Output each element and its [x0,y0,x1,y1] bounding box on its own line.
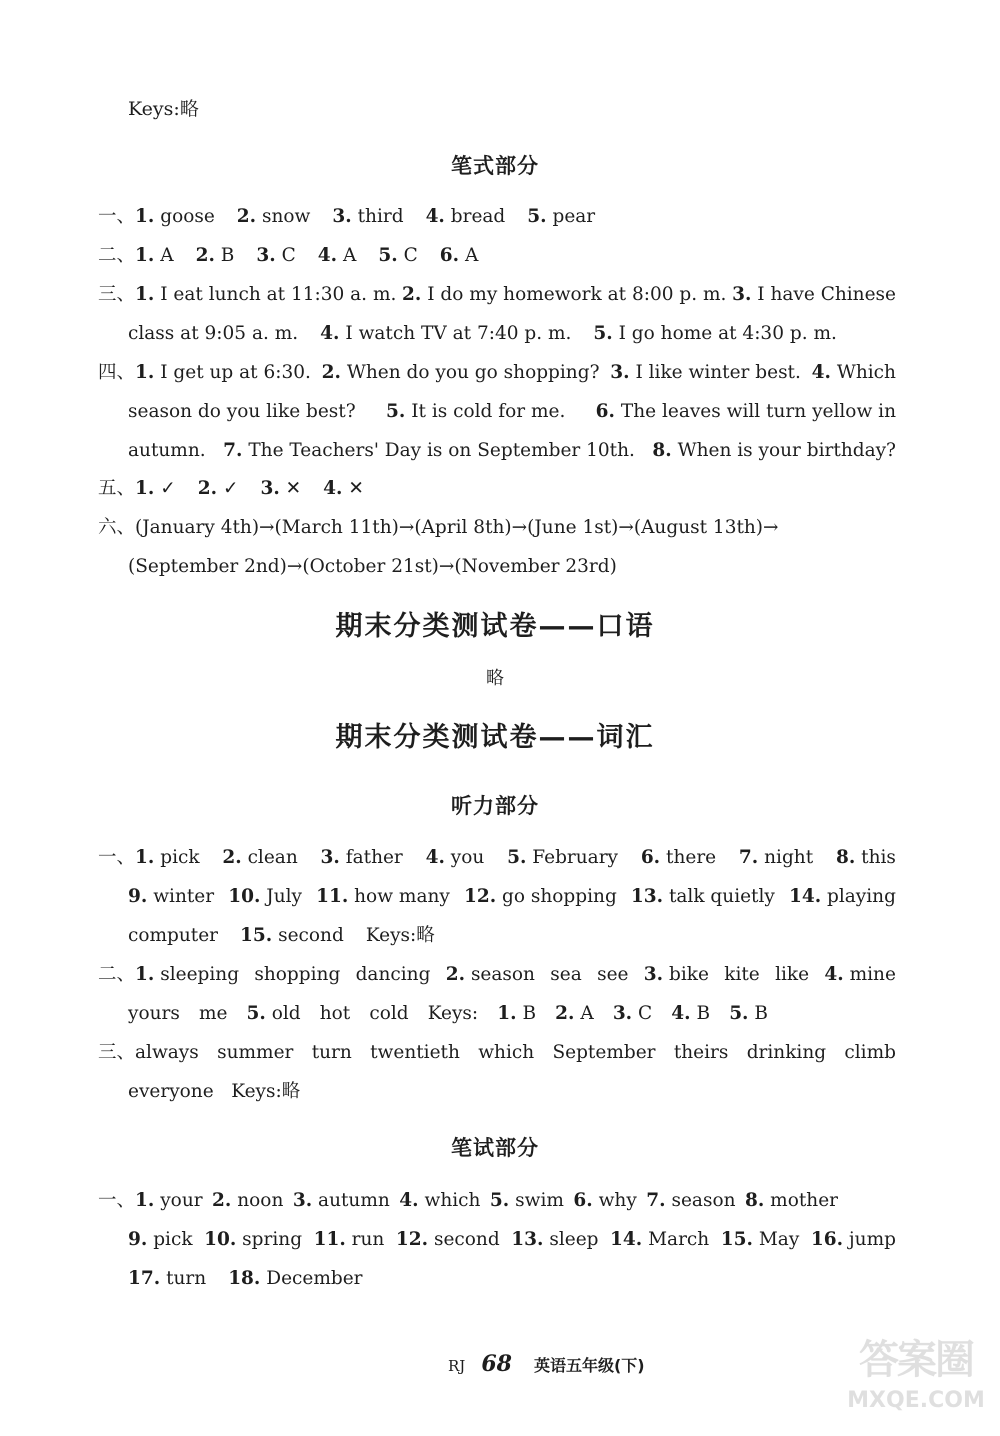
item-number: 8. [652,440,672,461]
answer-item: 3. ✕ [260,478,302,499]
answer-line: (September 2nd)→(October 21st)→(November 23rd) [128,556,617,577]
answer-line [98,474,896,504]
answer-line [98,241,896,271]
answer-item: 8. When is your birthday? [652,440,896,461]
item-number: 11. [316,886,349,907]
answer-line [98,1186,838,1216]
item-number: 6. [573,1190,593,1211]
item-number: 5. [378,245,398,266]
answer-item: 8. mother [744,1190,838,1211]
book-title: 英语五年级(下) [533,1356,645,1375]
item-number: 5. [729,1003,749,1024]
item-number: 4. [323,478,343,499]
answer-item: 二、1. sleeping [98,964,240,985]
item-number: 11. [313,1229,346,1250]
answer-item: 10. July [228,886,302,907]
answer-item: 2. season [445,964,535,985]
item-number: 3. [610,362,630,383]
answer-item: see [597,964,629,985]
item-number: 5. [593,323,613,344]
test-title-vocab: 期末分类测试卷——词汇 [335,722,655,753]
answer-item: 10. spring [204,1229,303,1250]
answer-item: 14. playing [788,886,896,907]
item-number: 13. [511,1229,544,1250]
item-number: 5. [246,1003,266,1024]
answer-item: 4. bread [425,206,506,227]
answer-line [128,397,896,427]
item-number: 18. [228,1268,261,1289]
watermark-logo-text: 答案圈 [859,1337,973,1383]
item-number: 2. [222,847,242,868]
answer-item: 4. A [317,245,357,266]
item-number: 10. [228,886,261,907]
section-heading-written-2: 笔试部分 [451,1136,539,1160]
item-number: 17. [128,1268,161,1289]
answer-item: 5. swim [489,1190,564,1211]
item-number: 12. [463,886,497,907]
answer-item: 5. C [378,245,418,266]
answer-item: computer [128,925,219,946]
item-number: 1. [497,1003,517,1024]
item-number: 5. [507,847,527,868]
item-number: 2. [402,284,422,305]
answer-item: dancing [355,964,431,985]
answer-item: 5. old [246,1003,301,1024]
answer-item: 17. turn [128,1268,207,1289]
answer-item: 5. pear [527,206,596,227]
page-footer [448,1351,645,1377]
item-number: 16. [810,1229,844,1250]
item-number: 7. [223,440,243,461]
answer-item: 3. C [612,1003,653,1024]
answer-line [128,999,768,1029]
answer-item: 7. The Teachers' Day is on September 10th. [223,440,635,461]
item-number: 1. [135,1190,155,1211]
answer-item: 11. how many [316,886,450,907]
item-number: 4. [399,1190,419,1211]
answer-item: 五、1. ✓ [98,478,176,499]
answer-item: yours [128,1003,180,1024]
answer-item: 4. B [671,1003,711,1024]
item-number: 3. [643,964,664,985]
answer-line: 六、(January 4th)→(March 11th)→(April 8th)→(June 1st)→(August 13th)→ [98,517,779,538]
answer-item: 2. I do my homework at 8:00 p. m. [402,284,727,305]
item-number: 2. [445,964,466,985]
item-number: 9. [128,1229,148,1250]
oral-note: 略 [486,668,504,689]
answer-item: 5. It is cold for me. [385,401,566,422]
answer-item: 3. I like winter best. [610,362,801,383]
item-number: 8. [744,1190,765,1211]
answer-item: 13. talk quietly [630,886,775,907]
edition-code: RJ [448,1357,466,1375]
answer-line [128,436,896,466]
answer-item: 18. December [228,1268,363,1289]
item-number: 5. [385,401,406,422]
item-number: 7. [738,847,759,868]
answer-item: summer [217,1042,294,1063]
answer-item: 2. ✓ [197,478,239,499]
answer-item: Keys: [427,1003,479,1024]
answer-item: 4. ✕ [323,478,364,499]
answer-item: 1. B [497,1003,537,1024]
answer-item: turn [311,1042,352,1063]
answer-item: 2. B [195,245,235,266]
answer-item: 4. you [425,847,485,868]
answer-item: 2. noon [212,1190,284,1211]
item-number: 2. [197,478,218,499]
answer-line [98,358,896,388]
item-number: 3. [260,478,280,499]
answer-line [98,280,896,310]
answer-item: 6. A [439,245,479,266]
answer-item: 4. mine [824,964,896,985]
item-number: 5. [489,1190,510,1211]
item-number: 4. [824,964,844,985]
answer-line [98,843,896,873]
answer-item: 三、always [98,1042,199,1063]
answer-line [128,1264,896,1294]
answer-item: cold [369,1003,409,1024]
answer-item: autumn. [128,440,206,461]
item-number: 3. [320,847,340,868]
keys-note: Keys:略 [128,98,199,120]
answer-item: 9. winter [128,886,215,907]
answer-item: drinking [746,1042,827,1063]
answer-item: 7. season [646,1190,736,1211]
item-number: 13. [630,886,664,907]
watermark-site: MXQE.COM [847,1388,985,1413]
answer-item: 二、1. A [98,245,174,266]
item-number: 2. [195,245,215,266]
item-number: 3. [256,245,276,266]
answer-item: hot [319,1003,351,1024]
section-heading-listening: 听力部分 [451,794,539,818]
answer-item: 一、1. pick [98,847,200,868]
answer-item: season do you like best? [128,401,356,422]
item-number: 6. [640,847,661,868]
item-number: 4. [811,362,831,383]
answer-item: 2. A [555,1003,594,1024]
item-number: 4. [425,206,445,227]
answer-item: 7. night [738,847,814,868]
item-number: 4. [425,847,445,868]
answer-item: 2. clean [222,847,298,868]
item-number: 1. [135,478,155,499]
item-number: 12. [395,1229,429,1250]
answer-item: 5. February [507,847,619,868]
answer-item: 6. why [573,1190,637,1211]
answer-item: 3. C [256,245,296,266]
answer-item: 8. this [835,847,896,868]
answer-item: 四、1. I get up at 6:30. [98,362,311,383]
answer-item: 3. autumn [292,1190,390,1211]
item-number: 4. [320,323,340,344]
answer-item: me [198,1003,228,1024]
item-number: 3. [292,1190,313,1211]
answer-item: theirs [673,1042,729,1063]
answer-item: like [775,964,810,985]
answer-item: shopping [254,964,341,985]
answer-item: 12. second [395,1229,500,1250]
answer-item: 4. Which [811,362,896,383]
answer-item: 三、1. I eat lunch at 11:30 a. m. [98,284,397,305]
answer-item: 11. run [313,1229,385,1250]
answer-item: kite [724,964,760,985]
answer-line: everyone Keys:略 [128,1081,301,1102]
answer-item: 3. third [332,206,404,227]
item-number: 14. [788,886,822,907]
answer-item: climb [844,1042,896,1063]
item-number: 2. [321,362,341,383]
item-number: 7. [646,1190,666,1211]
answer-line [128,319,896,349]
answer-item: 3. I have Chinese [732,284,896,305]
item-number: 1. [135,362,155,383]
answer-line [98,1038,896,1068]
answer-item: 4. I watch TV at 7:40 p. m. [320,323,572,344]
answer-item: 9. pick [128,1229,193,1250]
answer-item: 16. jump [810,1229,896,1250]
section-heading-written: 笔式部分 [451,154,539,178]
item-number: 9. [128,886,148,907]
answer-item: September [552,1042,656,1063]
item-number: 15. [240,925,273,946]
item-number: 14. [610,1229,643,1250]
item-number: 1. [135,284,155,305]
answer-item: 15. May [720,1229,800,1250]
item-number: 2. [212,1190,232,1211]
answer-line [98,960,896,990]
answer-item: 4. which [399,1190,481,1211]
item-number: 1. [135,847,155,868]
item-number: 5. [527,206,547,227]
answer-item: twentieth [370,1042,460,1063]
answer-item: 6. The leaves will turn yellow in [595,401,896,422]
answer-item: 2. When do you go shopping? [321,362,600,383]
item-number: 3. [732,284,752,305]
answer-item: 6. there [640,847,717,868]
answer-item: 一、1. goose [98,206,215,227]
answer-item: 14. March [610,1229,710,1250]
answer-item: sea [550,964,582,985]
item-number: 1. [135,245,155,266]
item-number: 10. [204,1229,237,1250]
answer-item: 一、1. your [98,1190,203,1211]
item-number: 3. [612,1003,633,1024]
item-number: 1. [135,206,155,227]
item-number: 2. [555,1003,575,1024]
answer-line [128,1225,896,1255]
answer-line [98,202,896,232]
answer-item: Keys:略 [365,925,435,946]
item-number: 3. [332,206,352,227]
item-number: 1. [135,964,155,985]
answer-line [128,921,896,951]
answer-item: 12. go shopping [463,886,617,907]
test-title-oral: 期末分类测试卷——口语 [335,611,655,642]
answer-item: 2. snow [236,206,311,227]
answer-item: 3. father [320,847,403,868]
watermark-logo [836,1334,996,1432]
answer-item: which [478,1042,535,1063]
item-number: 6. [595,401,615,422]
item-number: 15. [720,1229,753,1250]
item-number: 2. [236,206,257,227]
item-number: 8. [835,847,856,868]
page-number: 68 [481,1351,512,1377]
answer-item: class at 9:05 a. m. [128,323,299,344]
answer-item: 5. I go home at 4:30 p. m. [593,323,837,344]
item-number: 6. [439,245,460,266]
item-number: 4. [671,1003,691,1024]
answer-item: 15. second [240,925,344,946]
answer-item: 5. B [729,1003,768,1024]
answer-line [128,882,896,912]
item-number: 4. [317,245,338,266]
answer-item: 13. sleep [511,1229,599,1250]
answer-item: 3. bike [643,964,709,985]
